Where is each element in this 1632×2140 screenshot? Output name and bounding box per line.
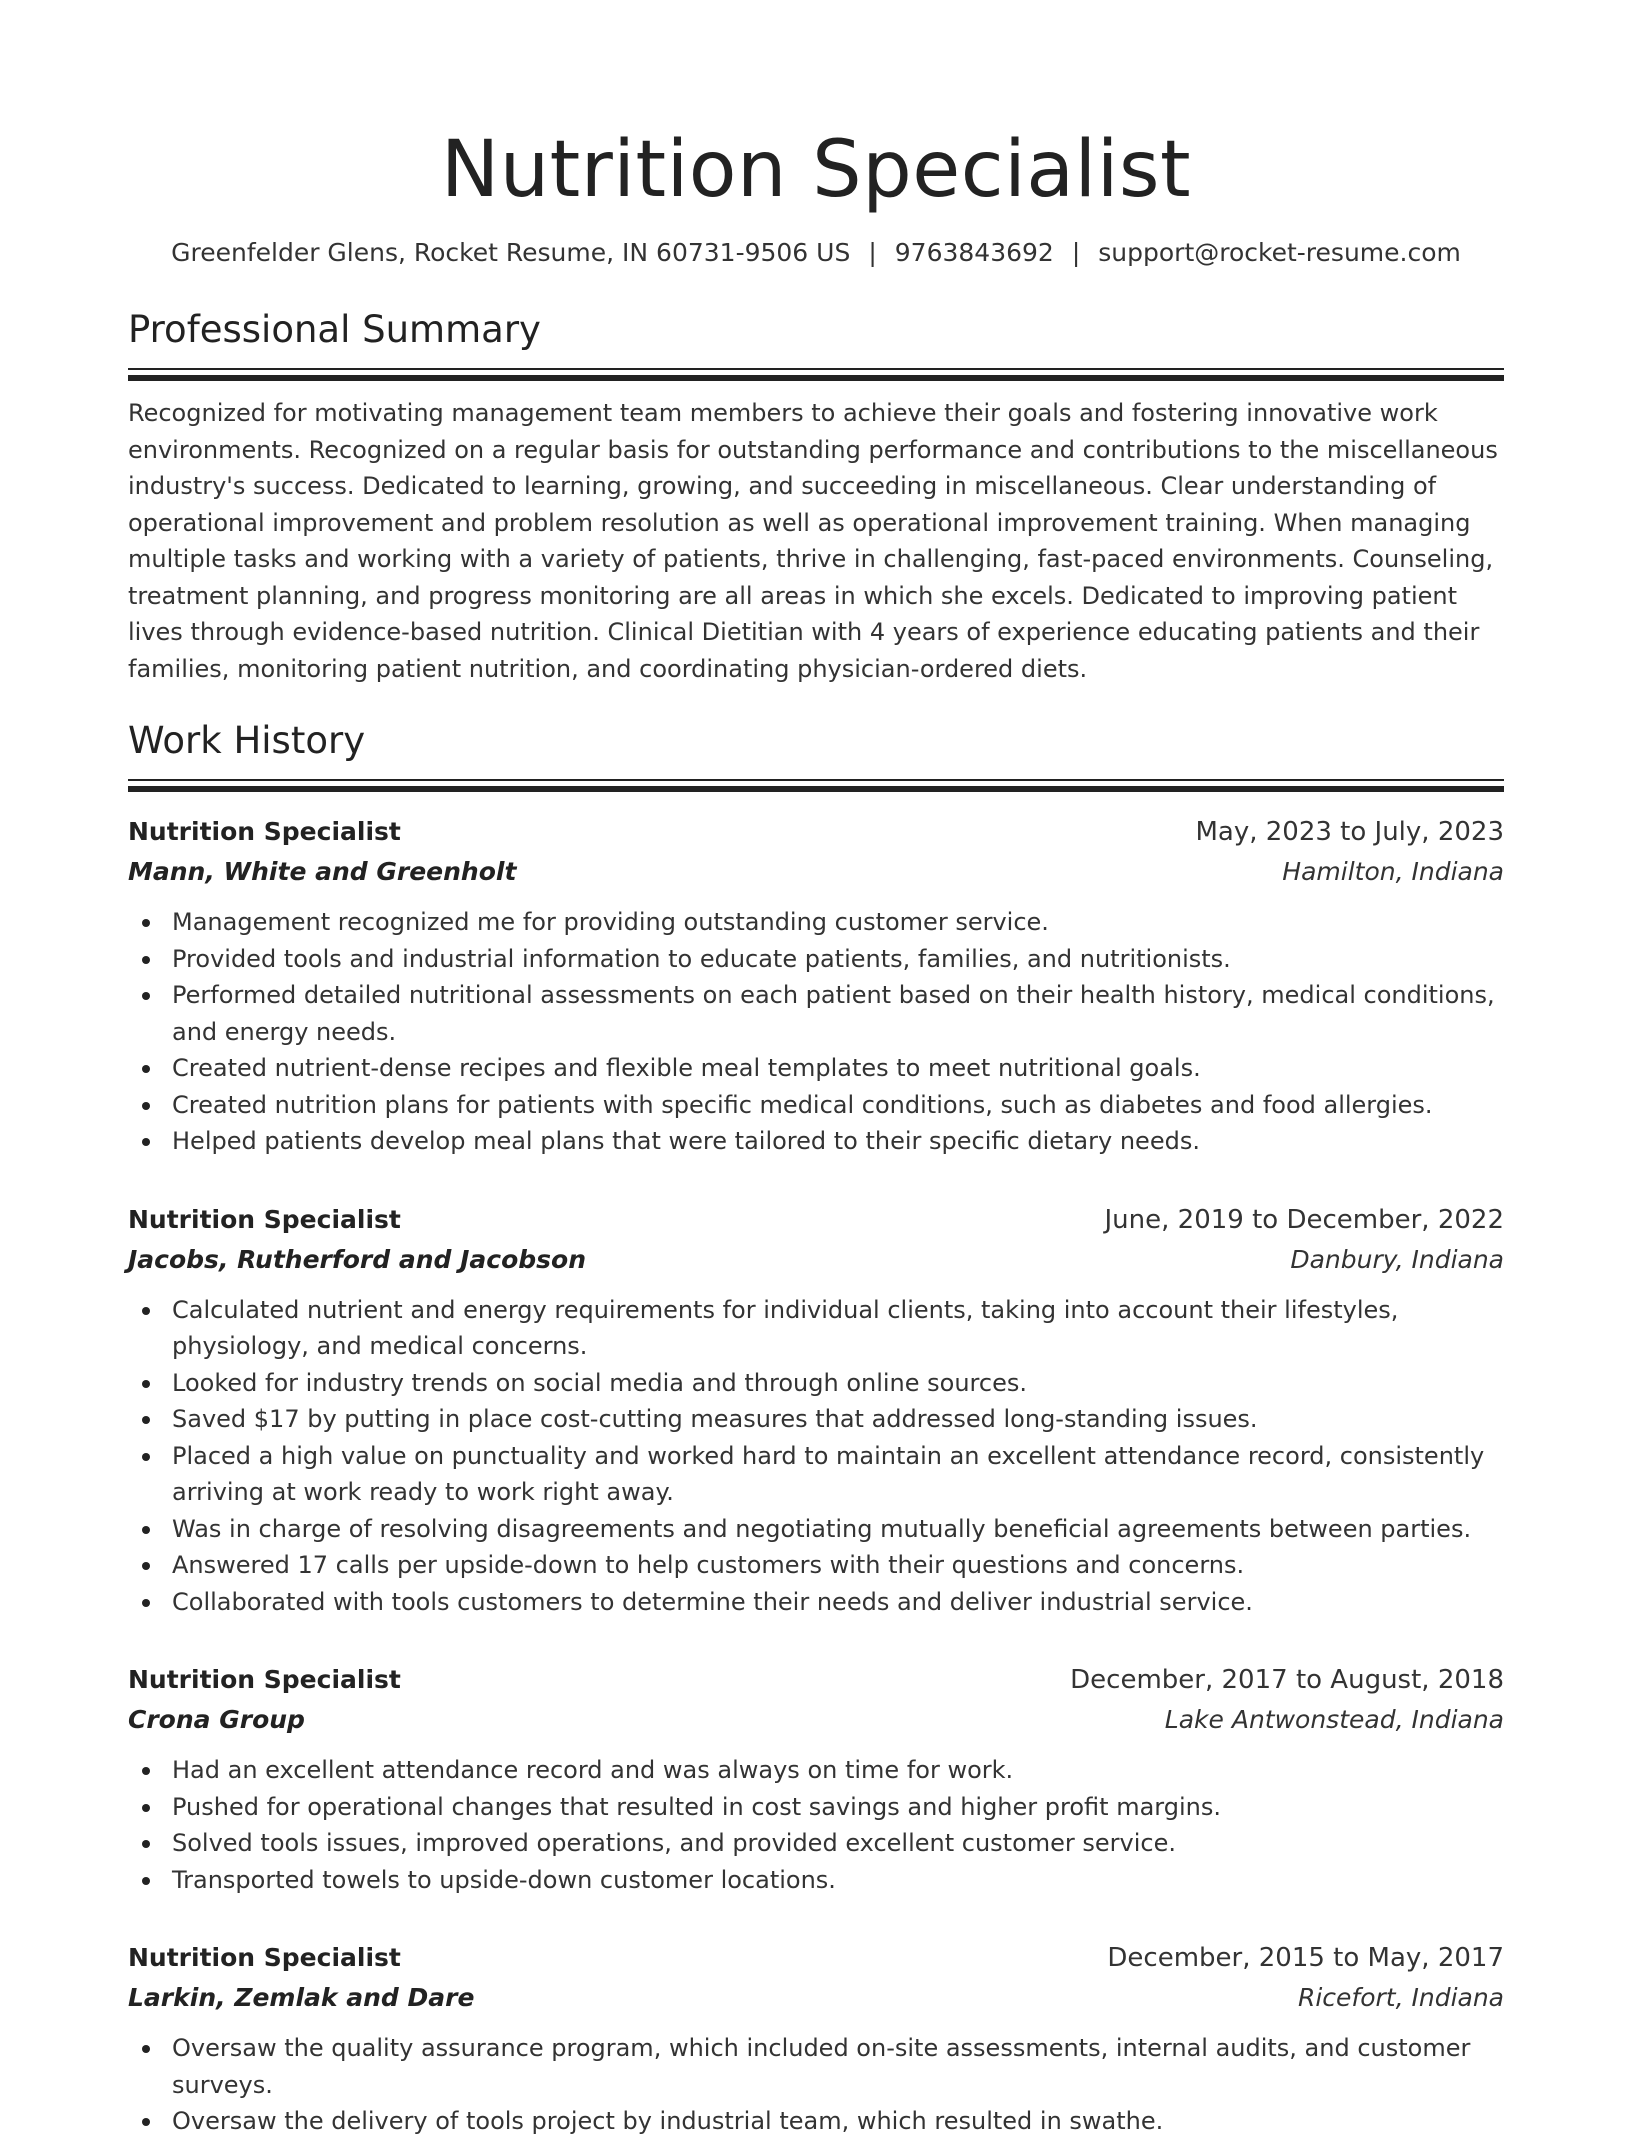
job-bullet: Answered 17 calls per upside-down to help customers with their questions and concerns. [172,1547,1504,1584]
section-divider [128,368,1504,381]
job-entry [128,1200,1504,1621]
contact-line [128,236,1504,270]
job-title: Nutrition Specialist [128,817,401,846]
contact-phone: 9763843692 [894,238,1054,267]
job-bullet: Transported towels to upside-down customer locations. [172,1862,1504,1899]
contact-address: Greenfelder Glens, Rocket Resume, IN 60731-9506 US [171,238,851,267]
job-entry [128,1660,1504,1898]
job-bullet: Had an excellent attendance record and was always on time for work. [172,1752,1504,1789]
job-bullet: Oversaw the quality assurance program, which included on-site assessments, internal audits, and customer surveys. [172,2030,1504,2103]
job-bullet: Calculated nutrient and energy requirements for individual clients, taking into account their lifestyles, physiology, and medical concerns. [172,1292,1504,1365]
job-company: Crona Group [128,1705,305,1734]
job-bullet: Management recognized me for providing outstanding customer service. [172,904,1504,941]
job-company-row [128,1240,1504,1280]
contact-separator: | [868,238,877,267]
job-location: Lake Antwonstead, Indiana [1164,1705,1504,1734]
work-history-section [128,717,1504,2140]
job-bullet: Created nutrient-dense recipes and flexible meal templates to meet nutritional goals. [172,1050,1504,1087]
job-header-row [128,1200,1504,1240]
job-bullet: Created nutrition plans for patients with specific medical conditions, such as diabetes and food allergies. [172,1087,1504,1124]
job-bullet: Saved $17 by putting in place cost-cutting measures that addressed long-standing issues. [172,1401,1504,1438]
job-header-row [128,1938,1504,1978]
job-bullet: Collaborated with tools customers to determine their needs and deliver industrial service. [172,1584,1504,1621]
job-dates: December, 2017 to August, 2018 [1070,1665,1504,1695]
section-divider [128,779,1504,792]
section-title-summary: Professional Summary [128,308,541,351]
job-bullet: Provided tools and industrial information to educate patients, families, and nutritionists. [172,941,1504,978]
job-title: Nutrition Specialist [128,1204,401,1234]
job-company: Jacobs, Rutherford and Jacobson [128,1244,587,1274]
job-bullet-list [128,1752,1504,1898]
job-entry [128,812,1504,1160]
job-header-row [128,1660,1504,1700]
job-dates: May, 2023 to July, 2023 [1195,817,1504,847]
job-entry [128,1938,1504,2140]
job-title: Nutrition Specialist [128,1665,401,1694]
job-bullet: Helped patients develop meal plans that were tailored to their specific dietary needs. [172,1123,1504,1160]
contact-email: support@rocket-resume.com [1098,238,1461,267]
job-header-row [128,812,1504,852]
job-company: Mann, White and Greenholt [128,857,517,886]
job-location: Hamilton, Indiana [1282,857,1504,886]
job-bullet: Performed detailed nutritional assessments on each patient based on their health history, medical conditions, and energy needs. [172,977,1504,1050]
job-bullet-list [128,904,1504,1160]
resume-page [128,0,1504,2140]
job-company-row [128,852,1504,892]
job-company-row [128,1978,1504,2018]
professional-summary-section [128,306,1504,687]
job-company: Larkin, Zemlak and Dare [128,1983,475,2012]
summary-text: Recognized for motivating management team members to achieve their goals and fostering innovative work environments. Recognized on a regular basis for outstanding performance and contributions to the miscellaneous industry's success. Dedicated to learning, growing, and succeeding in miscellaneous. Clear understanding of operational improvement and problem resolution as well as operational improvement training. When managing multiple tasks and working with a variety of patients, thrive in challenging, fast-paced environments. Counseling, treatment planning, and progress monitoring are all areas in which she excels. Dedicated to improving patient lives through evidence-based nutrition. Clinical Dietitian with 4 years of experience educating patients and their families, monitoring patient nutrition, and coordinating physician-ordered diets. [128,399,1498,683]
job-bullet: Looked for industry trends on social media and through online sources. [172,1365,1504,1402]
job-bullet-list [128,2030,1504,2140]
resume-name: Nutrition Specialist [440,125,1192,215]
contact-separator: | [1071,238,1081,267]
job-bullet: Placed a high value on punctuality and worked hard to maintain an excellent attendance record, consistently arriving at work ready to work right away. [172,1438,1504,1511]
job-bullet: Solved tools issues, improved operations, and provided excellent customer service. [172,1825,1504,1862]
job-bullet: Oversaw the delivery of tools project by industrial team, which resulted in swathe. [172,2103,1504,2140]
job-bullet: Pushed for operational changes that resulted in cost savings and higher profit margins. [172,1789,1504,1826]
section-title-work-history: Work History [128,719,366,762]
job-dates: December, 2015 to May, 2017 [1107,1943,1504,1973]
job-location: Danbury, Indiana [1290,1244,1504,1274]
job-title: Nutrition Specialist [128,1943,401,1972]
job-location: Ricefort, Indiana [1297,1983,1504,2012]
job-dates: June, 2019 to December, 2022 [1104,1204,1504,1235]
job-bullet: Was in charge of resolving disagreements and negotiating mutually beneficial agreements between parties. [172,1511,1504,1548]
job-bullet-list [128,1292,1504,1621]
job-company-row [128,1700,1504,1740]
